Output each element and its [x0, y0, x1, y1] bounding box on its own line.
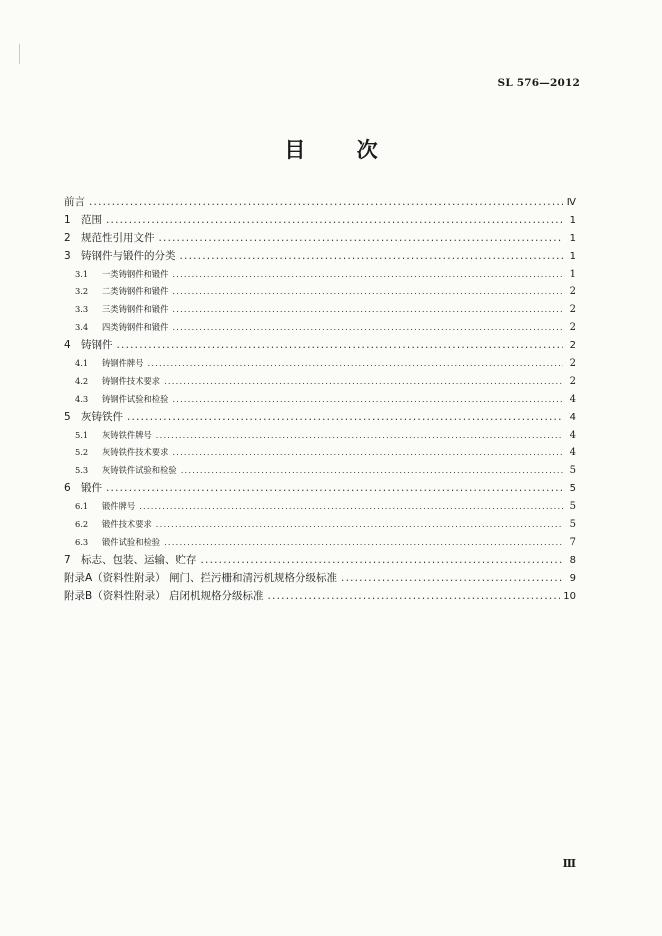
toc-dot-leader: [181, 462, 563, 480]
toc-dot-leader: [172, 301, 563, 319]
toc-entry-page: 4: [569, 447, 576, 459]
toc-entry-title: 锻件牌号: [102, 501, 136, 512]
toc-entry-page: 5: [569, 465, 576, 477]
toc-entry-number: 3.3: [75, 304, 89, 315]
toc-entry[interactable]: [64, 498, 576, 516]
toc-entry-title: 附录B（资料性附录） 启闭机规格分级标准: [64, 589, 264, 602]
toc-entry-number: 4.3: [75, 393, 89, 404]
toc-entry-number: 3.2: [75, 286, 89, 297]
toc-entry[interactable]: [64, 516, 576, 534]
toc-dot-leader: [106, 212, 563, 230]
toc-entry-title: 标志、包装、运输、贮存: [81, 553, 197, 566]
toc-entry-number: 3: [64, 249, 71, 262]
toc-entry-number: 4.1: [75, 358, 89, 369]
toc-entry-page: 5: [569, 501, 576, 513]
toc-entry-number: 5: [64, 410, 71, 423]
toc-entry-page: 8: [569, 554, 576, 566]
page-title: 目 次: [284, 138, 400, 162]
toc-entry-title: 规范性引用文件: [81, 231, 155, 244]
toc-entry-title: 铸钢件牌号: [102, 358, 144, 369]
toc-entry-title: 锻件试验和检验: [102, 536, 161, 547]
toc-dot-leader: [164, 534, 563, 552]
page-number: Ⅲ: [562, 857, 576, 870]
toc-dot-leader: [127, 409, 563, 427]
toc-entry-number: 3.4: [75, 322, 89, 333]
toc-entry-page: 9: [569, 572, 576, 584]
toc-entry[interactable]: [64, 444, 576, 462]
toc-entry-page: 1: [569, 232, 576, 244]
toc-entry-title: 灰铸铁件牌号: [102, 429, 152, 440]
toc-dot-leader: [172, 391, 563, 409]
toc-entry-number: 6.2: [75, 519, 89, 530]
toc-entry-number: 5.2: [75, 447, 89, 458]
toc-entry-page: 7: [569, 536, 576, 548]
toc-entry-page: 2: [569, 286, 576, 298]
toc-entry[interactable]: [64, 283, 576, 301]
toc-dot-leader: [172, 319, 563, 337]
toc-entry-title: 锻件: [81, 482, 102, 495]
toc-entry[interactable]: [64, 409, 576, 427]
toc-entry-number: 3.1: [75, 268, 89, 279]
toc-dot-leader: [159, 230, 564, 248]
toc-entry-title: 灰铸铁件: [81, 410, 123, 423]
toc-entry[interactable]: [64, 391, 576, 409]
toc-entry-number: 6.3: [75, 536, 89, 547]
toc-entry[interactable]: [64, 570, 576, 588]
toc-entry-title: 灰铸铁件试验和检验: [102, 465, 177, 476]
toc-dot-leader: [268, 588, 561, 606]
toc-entry-title: 铸钢件与锻件的分类: [81, 249, 176, 262]
toc-entry[interactable]: [64, 194, 576, 212]
toc-entry[interactable]: [64, 588, 576, 606]
toc-dot-leader: [89, 194, 563, 212]
toc-entry-page: 5: [569, 483, 576, 495]
toc-entry[interactable]: [64, 301, 576, 319]
toc-entry-page: 1: [569, 250, 576, 262]
toc-dot-leader: [139, 498, 563, 516]
toc-dot-leader: [106, 480, 563, 498]
toc-entry[interactable]: [64, 373, 576, 391]
toc-entry-title: 四类铸钢件和锻件: [102, 322, 169, 333]
toc-entry-title: 铸钢件技术要求: [102, 375, 161, 386]
toc-entry-page: 5: [569, 519, 576, 531]
toc-entry-title: 铸钢件: [81, 339, 113, 352]
toc-dot-leader: [172, 266, 563, 284]
toc-entry-title: 三类铸钢件和锻件: [102, 304, 169, 315]
toc-entry-number: 5.3: [75, 465, 89, 476]
toc-entry-page: 2: [569, 340, 576, 352]
toc-entry-title: 二类铸钢件和锻件: [102, 286, 169, 297]
toc-dot-leader: [164, 373, 563, 391]
toc-entry-page: 2: [569, 375, 576, 387]
toc-entry[interactable]: [64, 355, 576, 373]
toc-entry-page: 4: [569, 429, 576, 441]
toc-entry-title: 锻件技术要求: [102, 519, 152, 530]
toc-entry[interactable]: [64, 462, 576, 480]
toc-entry[interactable]: [64, 337, 576, 355]
toc-entry[interactable]: [64, 319, 576, 337]
toc-dot-leader: [201, 552, 564, 570]
toc-entry[interactable]: [64, 212, 576, 230]
toc-entry-page: 2: [569, 358, 576, 370]
toc-entry-page: Ⅳ: [566, 197, 576, 208]
toc-dot-leader: [180, 248, 564, 266]
toc-entry-page: 2: [569, 322, 576, 334]
toc-entry-page: 1: [569, 214, 576, 226]
toc-entry-page: 1: [569, 268, 576, 280]
toc-entry[interactable]: [64, 534, 576, 552]
table-of-contents: [64, 194, 576, 605]
toc-dot-leader: [172, 283, 563, 301]
toc-entry-title: 前言: [64, 196, 85, 208]
toc-entry-page: 2: [569, 304, 576, 316]
toc-dot-leader: [341, 570, 563, 588]
toc-entry[interactable]: [64, 266, 576, 284]
toc-entry[interactable]: [64, 427, 576, 445]
toc-entry-number: 6.1: [75, 501, 89, 512]
toc-entry[interactable]: [64, 552, 576, 570]
toc-entry-number: 5.1: [75, 429, 89, 440]
toc-dot-leader: [148, 355, 564, 373]
toc-entry-title: 一类铸钢件和锻件: [102, 268, 169, 279]
toc-entry-title: 附录A（资料性附录） 闸门、拦污栅和清污机规格分级标准: [64, 571, 338, 584]
toc-entry-page: 4: [569, 411, 576, 423]
scan-edge-mark: [19, 44, 20, 64]
toc-entry-title: 铸钢件试验和检验: [102, 393, 169, 404]
toc-entry-title: 范围: [81, 213, 102, 226]
toc-dot-leader: [117, 337, 564, 355]
toc-dot-leader: [156, 516, 563, 534]
toc-entry-number: 4.2: [75, 375, 89, 386]
toc-entry[interactable]: [64, 248, 576, 266]
toc-entry-number: 7: [64, 553, 71, 566]
toc-entry-title: 灰铸铁件技术要求: [102, 447, 169, 458]
toc-entry-page: 10: [563, 590, 576, 602]
toc-entry-number: 1: [64, 213, 71, 226]
toc-dot-leader: [156, 427, 563, 445]
toc-entry[interactable]: [64, 480, 576, 498]
toc-entry-number: 6: [64, 482, 71, 495]
toc-entry[interactable]: [64, 230, 576, 248]
toc-entry-page: 4: [569, 393, 576, 405]
toc-dot-leader: [172, 444, 563, 462]
document-code: SL 576—2012: [497, 77, 580, 89]
toc-entry-number: 2: [64, 231, 71, 244]
toc-entry-number: 4: [64, 339, 71, 352]
